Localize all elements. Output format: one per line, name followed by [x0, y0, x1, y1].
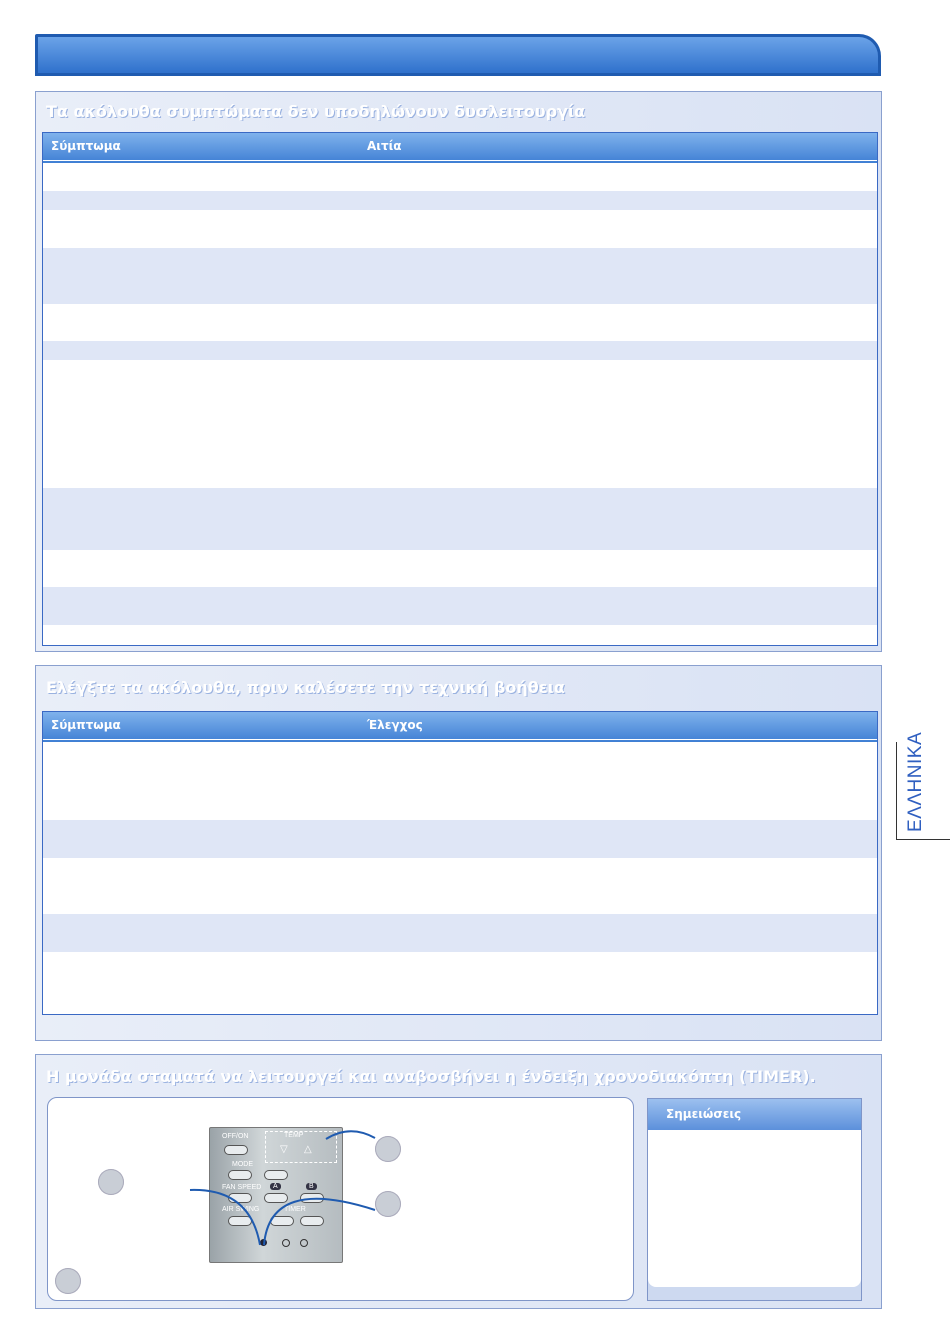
- temp-up-icon: △: [304, 1144, 312, 1155]
- header-symptom: Σύμπτωμα: [51, 718, 121, 732]
- notes-header: [648, 1099, 861, 1131]
- notes-title: Σημειώσεις: [666, 1107, 742, 1121]
- header-symptom: Σύμπτωμα: [51, 139, 121, 153]
- b-badge: B: [306, 1183, 317, 1190]
- timer-label: TIMER: [284, 1206, 306, 1213]
- fanspeed-label: FAN SPEED: [222, 1184, 262, 1191]
- callout-line-reset-left: [190, 1190, 260, 1245]
- notes-body: [648, 1130, 861, 1287]
- airswing-label: AIR SWING: [222, 1206, 260, 1213]
- offon-label: OFF/ON: [222, 1133, 249, 1140]
- header-check: Έλεγχος: [367, 718, 423, 732]
- section-title: Ελέγξτε τα ακόλουθα, πριν καλέσετε την τεχνική βοήθεια: [46, 678, 565, 697]
- section-title: Τα ακόλουθα συμπτώματα δεν υποδηλώνουν δυσλειτουργία: [46, 102, 586, 121]
- language-label: ΕΛΛΗΝΙΚΑ: [905, 731, 926, 832]
- temp-label: TEMP: [284, 1132, 304, 1139]
- notes-box: [647, 1098, 862, 1301]
- mode-label: MODE: [232, 1161, 253, 1168]
- callout-line-temp: [326, 1131, 375, 1139]
- temp-down-icon: ▽: [280, 1144, 288, 1155]
- callout-line-reset-right: [264, 1199, 375, 1245]
- section-title: Η μονάδα σταματά να λειτουργεί και αναβοσβήνει η ένδειξη χρονοδιακόπτη (TIMER).: [46, 1067, 816, 1086]
- header-cause: Αιτία: [367, 139, 402, 153]
- a-badge: A: [270, 1183, 281, 1190]
